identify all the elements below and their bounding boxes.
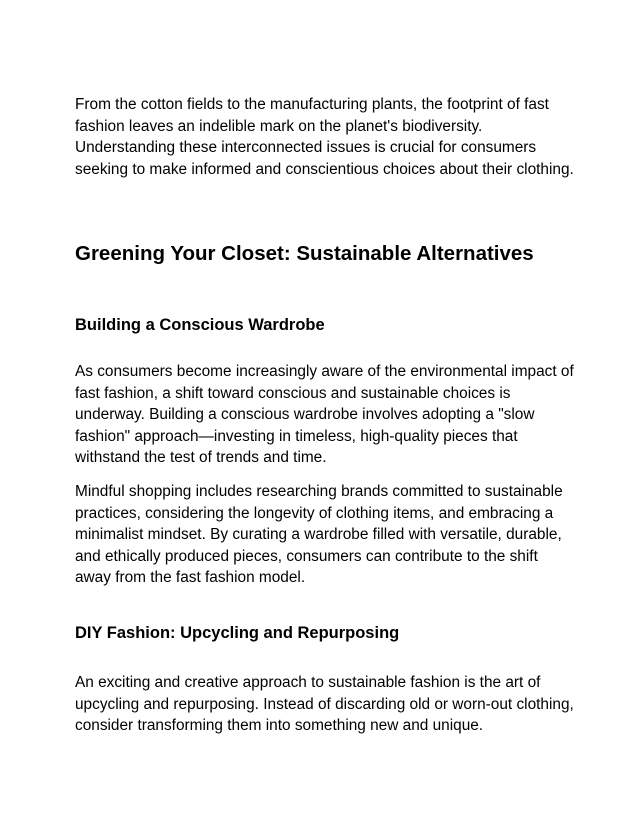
intro-paragraph: From the cotton fields to the manufacturing plants, the footprint of fast fashion leaves an indelible mark on the planet's biodiversity. Understanding these interconnected issues is crucial for consumers seeking to make informed and conscientious choices about their clothing. [75, 96, 574, 178]
conscious-wardrobe-paragraph-1: As consumers become increasingly aware of the environmental impact of fast fashion, a shift toward conscious and sustainable choices is underway. Building a conscious wardrobe involves adopting a "slow fashion" approach—investing in timeless, high-quality pieces that withstand the test of trends and time. [75, 363, 574, 467]
diy-fashion-paragraph-1: An exciting and creative approach to sustainable fashion is the art of upcycling and repurposing. Instead of discarding old or worn-out clothing, consider transforming them into something new and unique. [75, 674, 574, 735]
section-heading: Greening Your Closet: Sustainable Alternatives [75, 242, 534, 265]
subsection-heading-diy-fashion: DIY Fashion: Upcycling and Repurposing [75, 624, 400, 642]
subsection-heading-conscious-wardrobe: Building a Conscious Wardrobe [75, 316, 325, 334]
conscious-wardrobe-paragraph-2: Mindful shopping includes researching brands committed to sustainable practices, considering the longevity of clothing items, and embracing a minimalist mindset. By curating a wardrobe filled with versatile, durable, and ethically produced pieces, consumers can contribute to the shift away from the fast fashion model. [75, 483, 563, 587]
